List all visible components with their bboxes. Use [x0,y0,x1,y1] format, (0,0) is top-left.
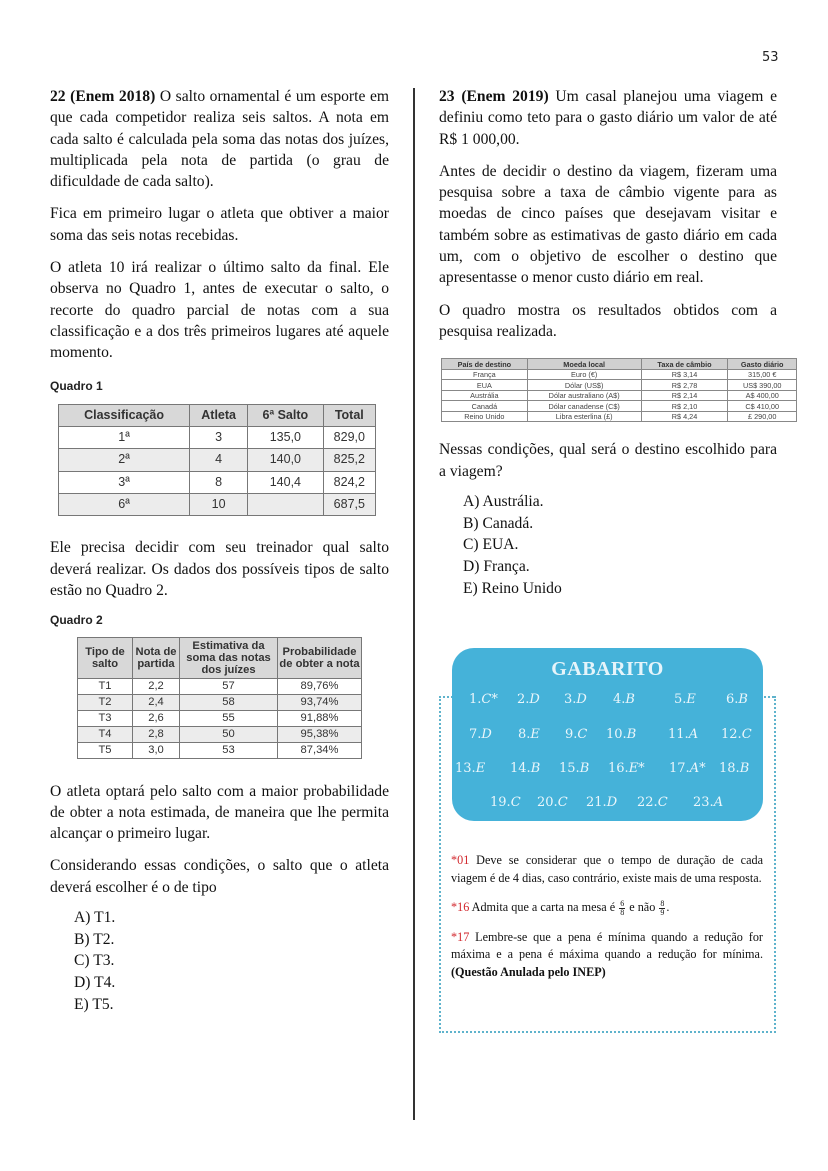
answer-item: 1.C* [469,692,498,707]
q22-number: 22 (Enem 2018) [50,88,156,105]
table-row: 2ª 4 140,0 825,2 [59,449,376,471]
option-d: D) T4. [74,974,116,992]
q3-header: País de destino [442,359,528,370]
table-row: T4 2,8 50 95,38% [78,726,362,742]
quadro1-table [58,404,376,516]
answer-item: 13.E [455,761,486,776]
q1-header: Atleta [190,404,248,426]
q22-options [50,907,389,1016]
q22-paragraph-3: O atleta 10 irá realizar o último salto da final. Ele observa no Quadro 1, antes de executar o salto, o recorte do quadro parcial de notas com a sua classificação e a dos três primeiros lugares até aquele momento. [50,259,389,362]
answer-item: 11.A [668,727,699,742]
table-row: 3ª 8 140,4 824,2 [59,471,376,493]
table-row: T2 2,4 58 93,74% [78,694,362,710]
q22-paragraph-2: Fica em primeiro lugar o atleta que obtiver a maior soma das seis notas recebidas. [50,205,389,244]
q2-header: Tipo de salto [78,637,133,678]
q23-paragraph-4: Nessas condições, qual será o destino escolhido para a viagem? [439,441,777,480]
table-row: T5 3,0 53 87,34% [78,742,362,758]
option-a: A) T1. [74,909,116,927]
option-c: C) T3. [74,952,115,970]
answer-item: 3.D [564,692,587,707]
table-row: França Euro (€) R$ 3,14 315,00 € [442,369,797,380]
answer-item: 7.D [469,727,492,742]
q23-intro: 23 (Enem 2019) Um casal planejou uma viagem e definiu como teto para o gasto diário um valor de até R$ 1 000,00. [439,88,777,148]
q2-header: Probabilidade de obter a nota [278,637,362,678]
answer-item: 16.E* [608,761,645,776]
currency-table [441,358,797,422]
option-b: B) T2. [74,930,115,948]
option-e: E) T5. [74,995,114,1013]
answer-item: 23.A [693,795,724,810]
note-17: *17 Lembre-se que a pena é mínima quando a redução for máxima e a pena é máxima quando a redução for mínima. (Questão Anulada pelo INEP) [451,929,763,980]
quadro1-title: Quadro 1 [50,378,103,393]
answer-item: 8.E [518,727,540,742]
q2-header: Estimativa da soma das notas dos juízes [180,637,278,678]
answer-key-notes [451,852,763,994]
answer-item: 12.C [721,727,752,742]
q22-intro: 22 (Enem 2018) O salto ornamental é um esporte em que cada competidor realiza seis saltos. A nota em cada salto é calculada pela soma das notas dos juízes, multiplicada pela nota de partida (o grau de dificuldade de cada salto). [50,88,389,191]
q22-paragraph-4: Ele precisa decidir com seu treinador qual salto deverá realizar. Os dados dos possíveis tipos de salto estão no Quadro 2. [50,539,389,599]
quadro2-table [77,637,362,759]
q23-options [439,491,777,600]
option-e: E) Reino Unido [463,579,562,597]
table-row: Austrália Dólar australiano (A$) R$ 2,14 A$ 400,00 [442,390,797,401]
q23-paragraph-2: Antes de decidir o destino da viagem, fizeram uma pesquisa sobre a taxa de câmbio vigente para as moedas de cinco países que desejavam visitar e também sobre as estimativas de gasto diário em cada um, com o objetivo de escolher o destino que apresentasse o menor custo diário em real. [439,162,777,287]
table-row: T1 2,2 57 89,76% [78,678,362,694]
q22-paragraph-5: O atleta optará pelo salto com a maior probabilidade de obter a nota estimada, de maneira que lhe permita alcançar o primeiro lugar. [50,782,389,843]
q1-header: Total [323,404,375,426]
note-16: *16 Admita que a carta na mesa é $\frac{6}{8}$ e não $\frac{8}{9}$ . [451,898,670,917]
q23-paragraph-3: O quadro mostra os resultados obtidos com a pesquisa realizada. [439,301,777,340]
page-number: 53 [762,50,779,65]
table-row: Reino Unido Libra esterlina (£) R$ 4,24 £ 290,00 [442,411,797,422]
answer-item: 10.B [606,727,637,742]
q23-number: 23 (Enem 2019) [439,88,549,105]
q2-header: Nota de partida [133,637,180,678]
answer-item: 5.E [674,692,696,707]
table-row: 6ª 10 687,5 [59,494,376,516]
table-row: Canadá Dólar canadense (C$) R$ 2,10 C$ 410,00 [442,401,797,412]
question-23 [439,86,784,599]
answer-item: 15.B [559,761,590,776]
answer-item: 14.B [510,761,541,776]
q1-header: 6ª Salto [248,404,324,426]
fraction: $\frac{8}{9}$ [660,898,665,917]
answer-item: 20.C [537,795,568,810]
note-01: *01 Deve se considerar que o tempo de duração de cada viagem é de 4 dias, caso contrário, existe mais de uma resposta. [451,853,763,885]
table-row: EUA Dólar (US$) R$ 2,78 US$ 390,00 [442,380,797,391]
frame-corner [439,696,453,698]
answer-item: 6.B [726,692,748,707]
q3-header: Moeda local [527,359,641,370]
answer-item: 2.D [517,692,540,707]
option-a: A) Austrália. [463,492,544,510]
option-c: C) EUA. [463,536,519,554]
column-divider [413,88,415,1120]
fraction: $\frac{6}{8}$ [620,898,625,917]
answer-item: 17.A* [669,761,706,776]
answer-item: 22.C [637,795,668,810]
answer-item: 19.C [490,795,521,810]
answer-key-title: GABARITO [551,658,664,680]
question-22 [50,86,389,1016]
quadro2-title: Quadro 2 [50,613,103,628]
q3-header: Gasto diário [728,359,797,370]
q22-paragraph-6: Considerando essas condições, o salto que o atleta deverá escolher é o de tipo [50,857,389,896]
option-b: B) Canadá. [463,514,534,532]
table-row: 1ª 3 135,0 829,0 [59,427,376,449]
answer-item: 4.B [613,692,635,707]
table-row: T3 2,6 55 91,88% [78,710,362,726]
answer-item: 21.D [586,795,618,810]
q1-header: Classificação [59,404,190,426]
option-d: D) França. [463,557,530,575]
q3-header: Taxa de câmbio [641,359,728,370]
answer-item: 18.B [719,761,750,776]
answer-item: 9.C [565,727,588,742]
answer-key-box [452,648,763,821]
